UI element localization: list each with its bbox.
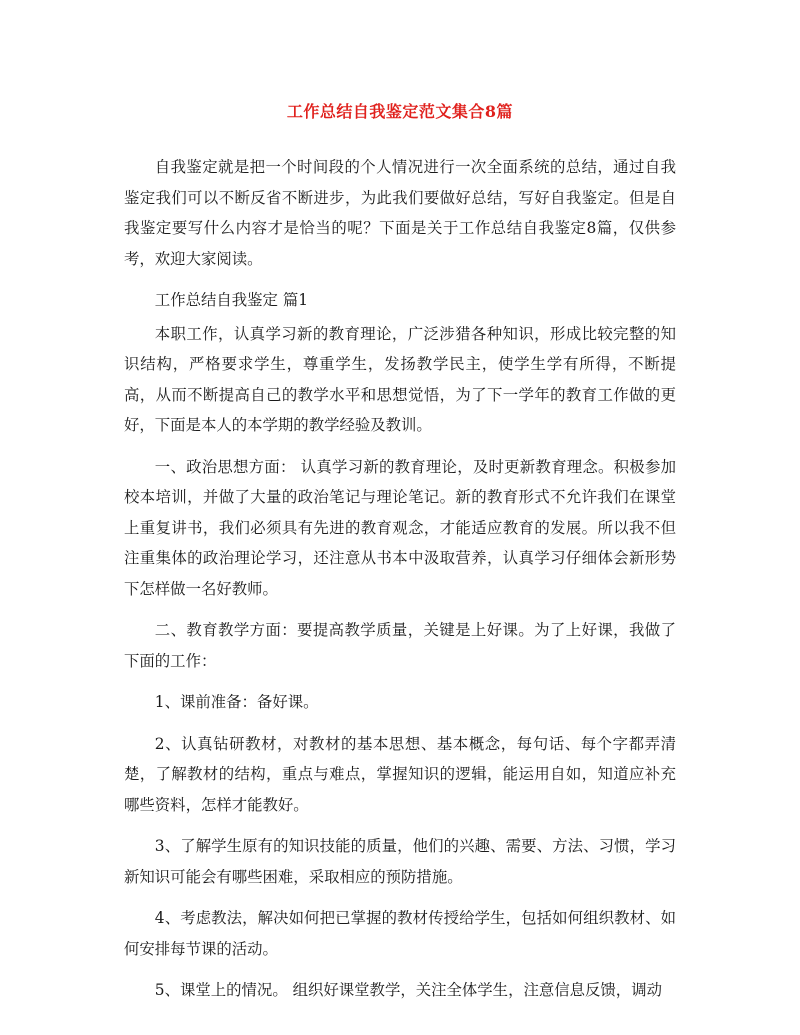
list-item: 1、课前准备：备好课。 [154, 693, 319, 711]
body-paragraph: 一、政治思想方面： 认真学习新的教育理论，及时更新教育理念。积极参加校本培训，并做了大量的政治笔记与理论笔记。新的教育形式不允许我们在课堂上重复讲书，我们必须具有先进的教育观念，才能适应教育的发展。所以我不但注重集体的政治理论学习，还注意从书本中汲取营养，认真学习仔细体会新形势下怎样做一名好教师。 [124, 457, 676, 598]
document-title: 工作总结自我鉴定范文集合8篇 [286, 102, 514, 121]
document-body [124, 152, 676, 1017]
intro-paragraph: 自我鉴定就是把一个时间段的个人情况进行一次全面系统的总结，通过自我鉴定我们可以不断反省不断进步，为此我们要做好总结，写好自我鉴定。但是自我鉴定要写什么内容才是恰当的呢？下面是关于工作总结自我鉴定8篇，仅供参考，欢迎大家阅读。 [124, 158, 676, 268]
list-item: 4、考虑教法，解决如何把已掌握的教材传授给学生，包括如何组织教材、如何安排每节课的活动。 [124, 909, 676, 958]
section-heading: 工作总结自我鉴定 篇1 [154, 291, 308, 309]
list-item: 2、认真钻研教材，对教材的基本思想、基本概念，每句话、每个字都弄清楚，了解教材的结构，重点与难点，掌握知识的逻辑，能运用自如，知道应补充哪些资料，怎样才能教好。 [124, 734, 676, 814]
list-item: 5、课堂上的情况。 组织好课堂教学，关注全体学生，注意信息反馈，调动 [154, 981, 662, 999]
list-item: 3、了解学生原有的知识技能的质量，他们的兴趣、需要、方法、习惯，学习新知识可能会有哪些困难，采取相应的预防措施。 [124, 837, 676, 886]
body-paragraph: 本职工作，认真学习新的教育理论，广泛涉猎各种知识，形成比较完整的知识结构，严格要求学生，尊重学生，发扬教学民主，使学生学有所得，不断提高，从而不断提高自己的教学水平和思想觉悟，为了下一学年的教育工作做的更好，下面是本人的本学期的教学经验及教训。 [124, 324, 676, 434]
body-paragraph: 二、教育教学方面：要提高教学质量，关键是上好课。为了上好课，我做了下面的工作： [124, 621, 676, 670]
